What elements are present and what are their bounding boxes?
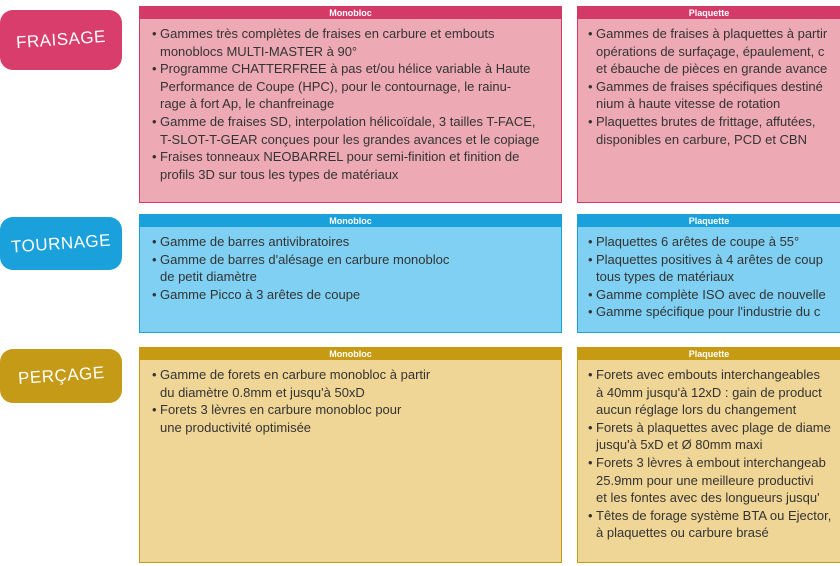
panel-percage-monobloc bbox=[139, 347, 562, 563]
bullet-list bbox=[140, 360, 561, 436]
list-item: • Fraises tonneaux NEOBARREL pour semi-finition et finition de profils 3D sur tous les types de matériaux bbox=[153, 148, 555, 183]
list-item: • Forets avec embouts interchangeables à 40mm jusqu'à 12xD : gain de product aucun réglage lors du changement bbox=[589, 366, 834, 419]
list-item: • Gamme de forets en carbure monobloc à partir du diamètre 0.8mm et jusqu'à 50xD bbox=[153, 366, 555, 401]
list-item: • Gammes de fraises à plaquettes à partir opérations de surfaçage, épaulement, c et ébauche de pièces en grande avance bbox=[589, 25, 834, 78]
bullet-list bbox=[140, 227, 561, 303]
list-item: • Gamme de fraises SD, interpolation hélicoïdale, 3 tailles T-FACE, T-SLOT-T-GEAR conçues pour les grandes avances et le copiage bbox=[153, 113, 555, 148]
list-item: • Plaquettes positives à 4 arêtes de coup tous types de matériaux bbox=[589, 251, 834, 286]
list-item: • Forets 3 lèvres en carbure monobloc pour une productivité optimisée bbox=[153, 401, 555, 436]
category-tag-fraisage bbox=[0, 10, 122, 70]
panel-tournage-plaquette bbox=[577, 214, 840, 333]
bullet-list bbox=[578, 19, 840, 148]
panel-header: Monobloc bbox=[140, 7, 561, 19]
list-item: • Forets à plaquettes avec plage de diame jusqu'à 5xD et Ø 80mm maxi bbox=[589, 419, 834, 454]
panel-header: Monobloc bbox=[140, 215, 561, 227]
list-item: • Gamme Picco à 3 arêtes de coupe bbox=[153, 286, 555, 304]
list-item: • Gamme de barres d'alésage en carbure monobloc de petit diamètre bbox=[153, 251, 555, 286]
category-label: TOURNAGE bbox=[10, 230, 112, 256]
panel-header: Plaquette bbox=[578, 348, 840, 360]
category-label: FRAISAGE bbox=[15, 26, 107, 53]
list-item: • Plaquettes 6 arêtes de coupe à 55° bbox=[589, 233, 834, 251]
list-item: • Gamme complète ISO avec de nouvelle bbox=[589, 286, 834, 304]
category-tag-percage bbox=[0, 349, 122, 403]
panel-tournage-monobloc bbox=[139, 214, 562, 333]
list-item: • Têtes de forage système BTA ou Ejector, à plaquettes ou carbure brasé bbox=[589, 507, 834, 542]
bullet-list bbox=[578, 360, 840, 542]
bullet-list bbox=[578, 227, 840, 321]
list-item: • Gamme spécifique pour l'industrie du c bbox=[589, 303, 834, 321]
category-tag-tournage bbox=[0, 217, 122, 270]
list-item: • Gammes de fraises spécifiques destiné nium à haute vitesse de rotation bbox=[589, 78, 834, 113]
list-item: • Gamme de barres antivibratoires bbox=[153, 233, 555, 251]
panel-header: Monobloc bbox=[140, 348, 561, 360]
panel-percage-plaquette bbox=[577, 347, 840, 563]
list-item: • Forets 3 lèvres à embout interchangeab 25.9mm pour une meilleure productivi et les fontes avec des longueurs jusqu' bbox=[589, 454, 834, 507]
panel-fraisage-plaquette bbox=[577, 6, 840, 203]
list-item: • Plaquettes brutes de frittage, affutées, disponibles en carbure, PCD et CBN bbox=[589, 113, 834, 148]
list-item: • Programme CHATTERFREE à pas et/ou hélice variable à Haute Performance de Coupe (HPC), pour le contournage, le rainu- rage à fort Ap, le chanfreinage bbox=[153, 60, 555, 113]
panel-header: Plaquette bbox=[578, 7, 840, 19]
bullet-list bbox=[140, 19, 561, 183]
list-item: • Gammes très complètes de fraises en carbure et embouts monoblocs MULTI-MASTER à 90° bbox=[153, 25, 555, 60]
panel-header: Plaquette bbox=[578, 215, 840, 227]
category-label: PERÇAGE bbox=[17, 363, 105, 388]
panel-fraisage-monobloc bbox=[139, 6, 562, 203]
